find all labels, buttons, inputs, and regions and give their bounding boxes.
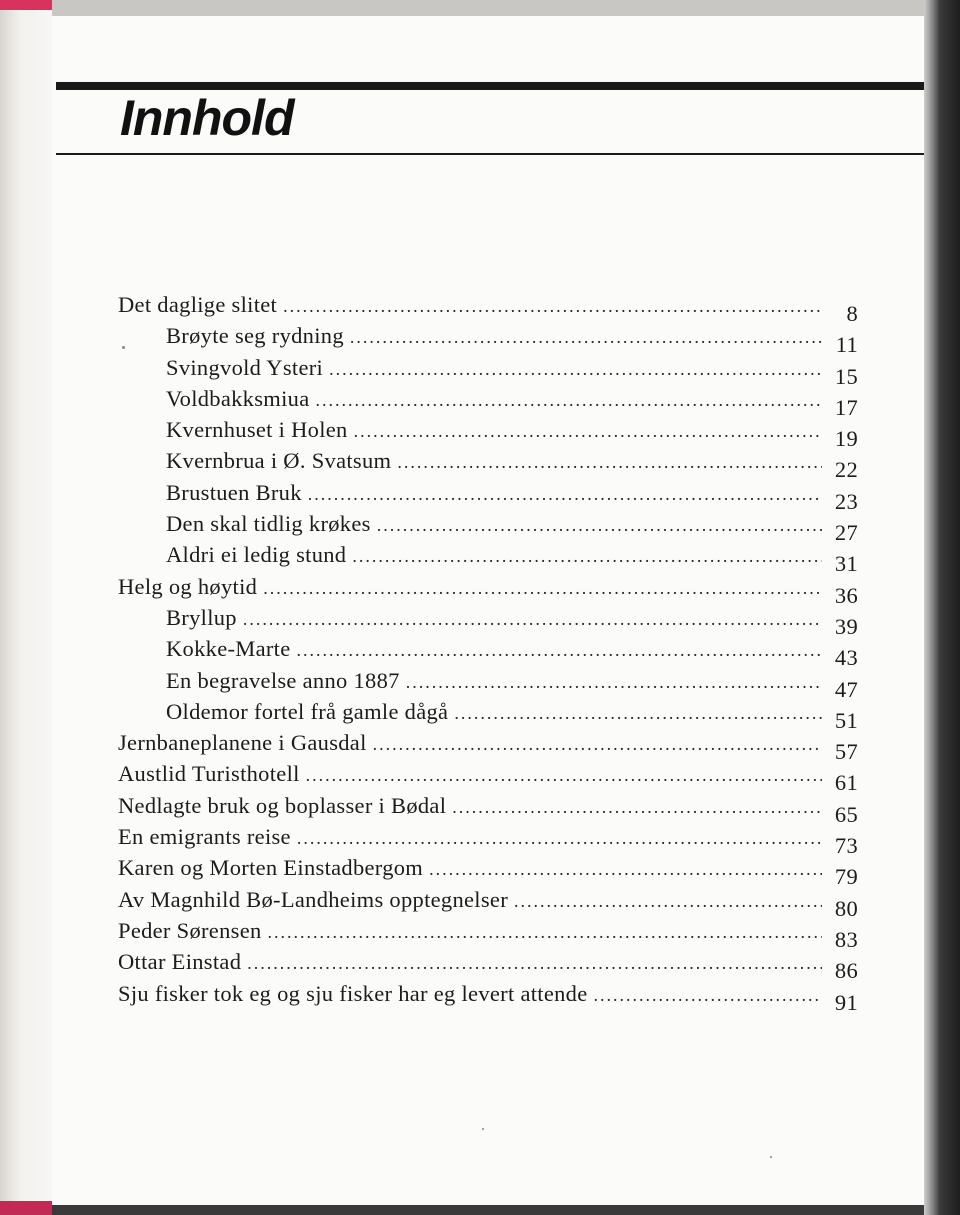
toc-entry-page: 22 — [834, 457, 858, 483]
toc-dot-leader — [350, 327, 822, 348]
toc-entry-title: Brustuen Bruk — [166, 479, 302, 505]
toc-entry-title: Peder Sørensen — [118, 917, 262, 943]
toc-entry — [118, 792, 858, 827]
toc-entry-page: 61 — [834, 770, 858, 796]
toc-dot-leader — [429, 859, 822, 880]
toc-entry-title: Karen og Morten Einstadbergom — [118, 855, 424, 881]
book-gutter-left — [0, 0, 52, 1215]
toc-entry — [118, 761, 858, 796]
toc-entry-page: 73 — [834, 833, 858, 859]
toc-entry-title: Austlid Turisthotell — [118, 761, 300, 787]
toc-dot-leader — [454, 703, 822, 724]
toc-entry-title: Voldbakksmiua — [166, 385, 310, 411]
toc-entry — [118, 604, 858, 639]
toc-dot-leader — [306, 765, 822, 786]
toc-dot-leader — [315, 390, 822, 411]
toc-entry-page: 36 — [834, 582, 858, 608]
toc-dot-leader — [594, 985, 822, 1006]
toc-entry-page: 86 — [834, 958, 858, 984]
toc-entry — [118, 417, 858, 452]
toc-entry — [118, 886, 858, 921]
toc-entry — [118, 448, 858, 483]
toc-dot-leader — [297, 828, 822, 849]
toc-entry-title: Kokke-Marte — [166, 636, 291, 662]
toc-entry-title: Brøyte seg rydning — [166, 323, 344, 349]
toc-entry — [118, 385, 858, 420]
toc-entry — [118, 573, 858, 608]
dust-speck — [482, 1128, 484, 1130]
toc-entry-title: En emigrants reise — [118, 824, 291, 850]
toc-dot-leader — [297, 640, 822, 661]
toc-dot-leader — [354, 421, 822, 442]
dust-speck — [770, 1156, 772, 1158]
page-title: Innhold — [120, 90, 294, 146]
toc-entry — [118, 824, 858, 859]
toc-dot-leader — [397, 452, 822, 473]
toc-entry — [118, 479, 858, 514]
toc-dot-leader — [243, 609, 822, 630]
toc-entry-title: Jernbaneplanene i Gausdal — [118, 730, 367, 756]
toc-entry-page: 27 — [834, 520, 858, 546]
toc-entry-title: Av Magnhild Bø-Landheims opptegnelser — [118, 886, 508, 912]
heading-rule-bottom — [56, 153, 924, 155]
toc-entry — [118, 980, 858, 1015]
toc-entry-page: 91 — [834, 989, 858, 1015]
toc-entry-title: Ottar Einstad — [118, 949, 242, 975]
toc-entry-title: Den skal tidlig krøkes — [166, 511, 371, 537]
toc-entry — [118, 917, 858, 952]
toc-entry-page: 8 — [846, 301, 858, 326]
toc-entry-page: 39 — [834, 613, 858, 639]
toc-entry-page: 47 — [834, 676, 858, 702]
toc-entry — [118, 636, 858, 671]
toc-entry — [118, 511, 858, 546]
toc-entry-page: 80 — [834, 895, 858, 921]
toc-entry-title: Aldri ei ledig stund — [166, 542, 347, 568]
toc-dot-leader — [283, 296, 822, 317]
toc-entry — [118, 292, 858, 326]
toc-dot-leader — [352, 546, 822, 567]
toc-entry-title: Oldemor fortel frå gamle dågå — [166, 698, 449, 724]
toc-entry-title: En begravelse anno 1887 — [166, 667, 400, 693]
toc-entry — [118, 667, 858, 702]
toc-entry-page: 83 — [834, 926, 858, 952]
toc-entry-title: Det daglige slitet — [118, 292, 278, 317]
toc-dot-leader — [263, 578, 822, 599]
toc-dot-leader — [268, 922, 822, 943]
toc-entry-title: Nedlagte bruk og boplasser i Bødal — [118, 792, 447, 818]
toc-dot-leader — [308, 484, 822, 505]
toc-entry — [118, 354, 858, 389]
toc-entry-page: 19 — [834, 426, 858, 452]
toc-entry-page: 57 — [834, 739, 858, 765]
book-spine-right — [924, 0, 960, 1215]
toc-entry-title: Sju fisker tok eg og sju fisker har eg levert attende — [118, 980, 588, 1006]
book-page — [52, 16, 924, 1205]
toc-entry — [118, 542, 858, 577]
toc-dot-leader — [406, 672, 822, 693]
toc-entry-page: 17 — [834, 394, 858, 420]
page-bottom-shadow — [52, 1205, 924, 1215]
toc-entry-page: 65 — [834, 801, 858, 827]
toc-entry-page: 31 — [834, 551, 858, 577]
toc-entry-page: 11 — [835, 332, 858, 358]
dust-speck — [122, 346, 125, 349]
toc-dot-leader — [373, 734, 822, 755]
toc-entry-page: 79 — [834, 864, 858, 890]
toc-entry — [118, 323, 858, 358]
toc-dot-leader — [452, 797, 822, 818]
toc-entry-page: 43 — [834, 645, 858, 671]
toc-entry-title: Kvernbrua i Ø. Svatsum — [166, 448, 392, 474]
toc-entry-title: Bryllup — [166, 604, 237, 630]
toc-entry-page: 51 — [834, 707, 858, 733]
toc-dot-leader — [514, 891, 822, 912]
table-of-contents — [118, 292, 858, 1015]
toc-dot-leader — [329, 359, 822, 380]
toc-entry-title: Svingvold Ysteri — [166, 354, 324, 380]
toc-dot-leader — [377, 515, 822, 536]
toc-entry — [118, 698, 858, 733]
toc-entry — [118, 855, 858, 890]
toc-entry-title: Helg og høytid — [118, 573, 258, 599]
toc-dot-leader — [247, 953, 822, 974]
toc-entry — [118, 949, 858, 984]
toc-entry — [118, 730, 858, 765]
page-top-shadow — [52, 0, 924, 16]
toc-entry-page: 15 — [834, 363, 858, 389]
toc-entry-title: Kvernhuset i Holen — [166, 417, 348, 443]
toc-entry-page: 23 — [834, 488, 858, 514]
